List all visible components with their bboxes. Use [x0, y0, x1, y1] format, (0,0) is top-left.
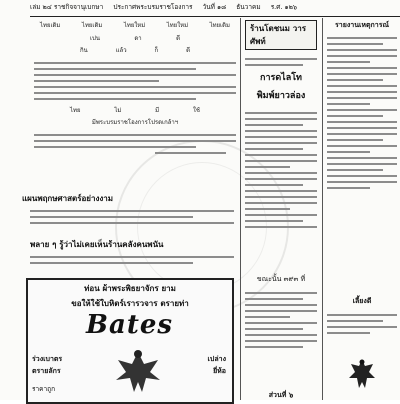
mid-cell: ใช้: [192, 107, 200, 114]
names-cell: ดี: [176, 35, 180, 42]
text-line: [245, 322, 317, 324]
text-line: [245, 64, 303, 66]
text-line: [245, 346, 303, 348]
names-cell: ไทยใหม่: [166, 22, 189, 29]
text-line: [245, 130, 317, 132]
column-b-mid-heading: ขณะนั้น ๓๙๓ ที่: [256, 275, 306, 283]
column-c-heading: รายงานเหตุการณ์: [335, 20, 389, 29]
names-cell: ก็: [154, 47, 159, 54]
text-line: [34, 86, 236, 88]
text-line: [327, 145, 397, 147]
text-line: [245, 178, 317, 180]
names-cell: เปน: [90, 35, 100, 42]
text-line: [327, 43, 383, 45]
names-cell: ไทยเดิม: [81, 22, 103, 29]
article-body-2: [30, 128, 240, 154]
text-line: [245, 292, 317, 294]
header-item: ร.ศ. ๑๒๖: [270, 3, 298, 11]
ad-left-1: ร่วงเบาตร: [32, 354, 63, 363]
text-line: [327, 121, 397, 123]
mid-row-1: [30, 104, 240, 116]
text-line: [245, 340, 317, 342]
text-line: [327, 175, 397, 177]
ad-right-2: ยี่ห้อ: [213, 366, 226, 375]
text-line: [245, 58, 317, 60]
garuda-figure-icon: [108, 346, 168, 396]
text-line: [245, 226, 317, 228]
text-line: [327, 115, 383, 117]
text-line: [245, 298, 303, 300]
text-line: [245, 148, 303, 150]
column-b-title: ร้านโตชนม วารศัพท์: [245, 20, 317, 50]
text-line: [245, 334, 317, 336]
text-line: [34, 98, 196, 100]
column-b-body-2: [241, 106, 321, 228]
text-line: [34, 68, 196, 70]
text-line: [245, 328, 303, 330]
names-cell: ไทยใหม่: [123, 22, 146, 29]
column-b-subtitle: การดไลโท: [260, 73, 302, 83]
mid-cell: ไม่: [114, 107, 122, 114]
article-body-1: [30, 56, 240, 100]
ad-right-1: เปล่าง: [207, 354, 226, 363]
text-line: [30, 222, 234, 224]
text-line: [245, 136, 317, 138]
text-line: [245, 112, 317, 114]
text-line: [327, 37, 397, 39]
text-line: [34, 140, 236, 142]
text-line: [327, 139, 383, 141]
text-line: [327, 97, 397, 99]
names-cell: ดา: [134, 35, 142, 42]
column-c-body-2: [323, 308, 400, 338]
text-line: [245, 142, 317, 144]
text-line: [30, 256, 234, 258]
royal-seal-icon: [347, 358, 377, 392]
page-header: [30, 2, 400, 17]
text-line: [34, 146, 196, 148]
names-cell: ดี: [186, 47, 190, 54]
text-line: [327, 151, 370, 153]
text-line: [327, 169, 383, 171]
text-line: [245, 160, 317, 162]
text-line: [327, 314, 397, 316]
text-line: [327, 91, 397, 93]
text-line: [327, 127, 397, 129]
mid-row-2: มีพระบรมราชโองการโปรดเกล้าฯ: [91, 119, 179, 126]
column-c-heading-2: เลี้ยงดี: [352, 296, 372, 305]
text-line: [245, 166, 290, 168]
notice-subtitle: พลาย ๆ รู้ว่าไม่เคยเห็นร้านคลังคนพนัน: [30, 239, 164, 249]
text-line: [245, 184, 303, 186]
text-line: [327, 157, 397, 159]
text-line: [327, 49, 397, 51]
text-line: [34, 80, 159, 82]
text-line: [30, 216, 193, 218]
mid-cell: มี: [155, 107, 160, 114]
text-line: [34, 134, 236, 136]
notice-body: [26, 204, 238, 228]
ad-left-2: ตรายลักร: [32, 366, 61, 375]
text-line: [327, 61, 370, 63]
text-line: [245, 220, 303, 222]
text-line: [34, 74, 236, 76]
text-line: [327, 85, 397, 87]
text-line: [327, 181, 397, 183]
notice-title: แผนพฤกษศาสตร์อย่างงาม: [22, 193, 114, 203]
text-line: [245, 196, 317, 198]
text-line: [327, 79, 383, 81]
column-c-body: [323, 31, 400, 189]
ad-left-3: ราคาถูก: [32, 385, 56, 393]
names-row: [30, 18, 240, 32]
column-c: [322, 18, 400, 400]
column-b-subtitle-2: พิมพ์ยาวล่อง: [256, 91, 306, 101]
header-item: เล่ม ๒๔ ราชกิจจานุเบกษา: [30, 3, 104, 11]
text-line: [245, 190, 317, 192]
names-cell: ไทยเดิม: [40, 22, 61, 29]
header-item: ประกาศพระบรมราชโองการ: [113, 3, 193, 11]
text-line: [327, 109, 397, 111]
text-line: [155, 152, 226, 154]
text-line: [34, 62, 236, 64]
text-line: [245, 202, 317, 204]
names-cell: ไทยเดิม: [209, 22, 230, 29]
text-line: [327, 163, 397, 165]
text-line: [245, 172, 317, 174]
text-line: [245, 118, 317, 120]
text-line: [34, 92, 236, 94]
text-line: [245, 310, 317, 312]
text-line: [245, 304, 317, 306]
header-item: วันที่ ๑๘: [202, 3, 227, 11]
ad-line-1: ท่อน ผ้าพระพิธยาจักร ยาม: [84, 283, 176, 293]
text-line: [245, 208, 290, 210]
text-line: [327, 332, 370, 334]
text-line: [30, 262, 193, 264]
names-cell: แล้ว: [115, 47, 127, 54]
ad-line-2: ขอให้ใช้ใบหิตร์เรารวจาร ตรายท่า: [71, 298, 189, 308]
text-line: [30, 210, 234, 212]
text-line: [327, 187, 370, 189]
text-line: [327, 67, 397, 69]
column-b-body-3: [241, 286, 321, 352]
text-line: [245, 154, 317, 156]
text-line: [245, 316, 290, 318]
text-line: [327, 320, 383, 322]
header-item: ธันวาคม: [236, 3, 261, 11]
text-line: [327, 73, 397, 75]
bates-advertisement: [26, 278, 234, 404]
names-row-2: [30, 32, 240, 44]
column-b-bottom-heading: ส่วนที่ ๖: [268, 390, 294, 399]
text-line: [327, 55, 397, 57]
text-line: [327, 326, 397, 328]
text-line: [245, 124, 303, 126]
names-row-3: [30, 44, 240, 56]
text-line: [327, 133, 397, 135]
text-line: [327, 103, 370, 105]
notice-body-2: [26, 250, 238, 268]
names-cell: กิน: [80, 47, 88, 54]
mid-cell: ไทย: [70, 107, 81, 114]
column-b: [240, 18, 321, 400]
text-line: [245, 214, 317, 216]
column-b-body-1: [241, 52, 321, 66]
ad-brand: Bates: [86, 310, 174, 340]
